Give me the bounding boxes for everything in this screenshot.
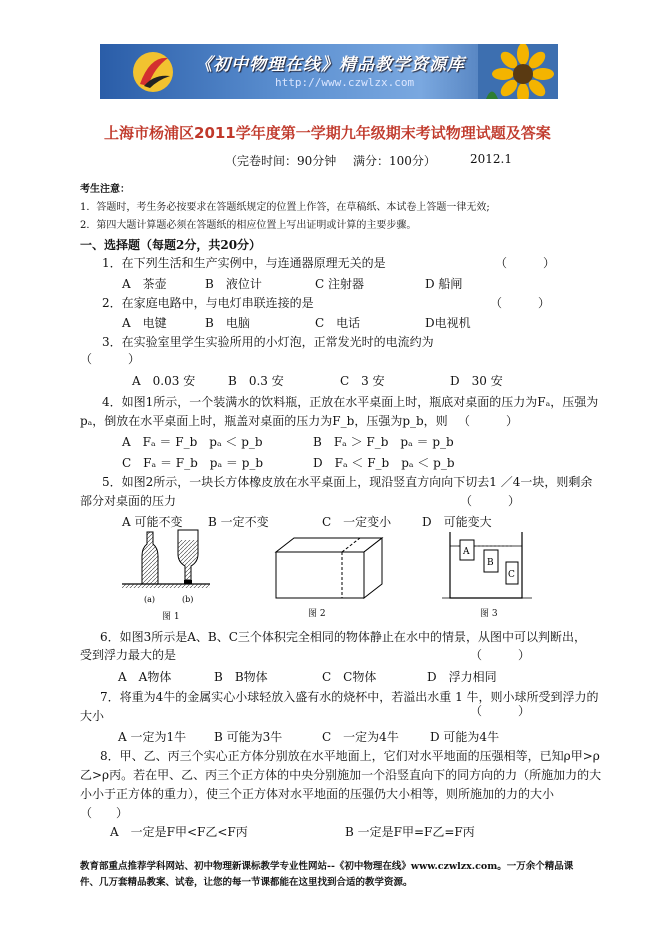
notice-item: 2．第四大题计算题必须在答题纸的相应位置上写出证明或计算的主要步骤。 (80, 220, 417, 231)
question-2-option-d[interactable]: D电视机 (425, 316, 471, 330)
question-8-option-a[interactable]: A 一定是F甲<F乙<F丙 (110, 825, 248, 839)
question-2-blank[interactable]: （ ） (490, 296, 551, 310)
question-3-option-b[interactable]: B 0.3 安 (228, 374, 284, 388)
question-8-blank[interactable]: （ ） (80, 806, 129, 820)
question-1-option-a[interactable]: A 茶壶 (122, 277, 167, 291)
question-7-line: 7．将重为4牛的金属实心小球轻放入盛有水的烧杯中，若溢出水重 1 牛，则小球所受到浮力的 (100, 690, 599, 704)
question-7-option-d[interactable]: D 可能为4牛 (430, 730, 500, 744)
question-2-option-b[interactable]: B 电脑 (205, 316, 250, 330)
site-banner[interactable] (100, 44, 558, 99)
question-8-line: 乙>ρ丙。若在甲、乙、丙三个正方体的中央分别施加一个沿竖直向下的同方向的力（所施加力的大 (80, 768, 602, 782)
question-5-line: 5．如图2所示，一块长方体橡皮放在水平桌面上，现沿竖直方向向下切去1 ／4一块，则剩余 (102, 475, 593, 489)
question-6-blank[interactable]: （ ） (470, 648, 531, 662)
question-2-option-c[interactable]: C 电话 (315, 316, 361, 330)
figure-3-label: 图 3 (480, 609, 498, 619)
question-1-stem: 1．在下列生活和生产实例中，与连通器原理无关的是 (102, 256, 386, 270)
question-4-option-b[interactable]: B Fₐ ＞ F_b pₐ ＝ p_b (313, 435, 454, 449)
figure-1-b-label: (b) (182, 595, 194, 604)
question-5-option-b[interactable]: B 一定不变 (208, 515, 269, 529)
question-3-option-a[interactable]: A 0.03 安 (132, 374, 196, 388)
question-1-option-b[interactable]: B 液位计 (205, 277, 262, 291)
question-1-blank[interactable]: （ ） (495, 256, 556, 270)
figure-1-a-label: (a) (144, 595, 156, 604)
question-3-option-c[interactable]: C 3 安 (340, 374, 385, 388)
figure-3-a-label: A (463, 547, 470, 557)
footer-line: 件、几万套精品教案、试卷，让您的每一节课都能在这里找到合适的教学资源。 (80, 877, 413, 888)
question-7-line: 大小 (80, 709, 105, 723)
question-7-option-c[interactable]: C 一定为4牛 (322, 730, 399, 744)
figure-1-bottles (120, 526, 215, 611)
question-3-stem: 3．在实验室里学生实验所用的小灯泡，正常发光时的电流约为 (102, 335, 434, 349)
exam-time: （完卷时间：90分钟 (225, 154, 337, 168)
exam-date: 2012.1 (470, 152, 512, 166)
question-4-option-c[interactable]: C Fₐ ＝ F_b pₐ ＝ p_b (122, 456, 264, 470)
exam-title: 上海市杨浦区2011学年度第一学期九年级期末考试物理试题及答案 (104, 124, 551, 142)
question-7-blank[interactable]: （ ） (470, 704, 531, 718)
question-6-line: 6．如图3所示是A、B、C三个体积完全相同的物体静止在水中的情景，从图中可以判断出， (100, 630, 586, 644)
question-6-option-b[interactable]: B B物体 (214, 670, 268, 684)
question-6-option-d[interactable]: D 浮力相同 (427, 670, 497, 684)
question-5-option-a[interactable]: A 可能不变 (122, 515, 183, 529)
question-4-option-a[interactable]: A Fₐ ＝ F_b pₐ ＜ p_b (122, 435, 263, 449)
question-3-option-d[interactable]: D 30 安 (450, 374, 503, 388)
figure-1-label: 图 1 (162, 612, 180, 622)
banner-url[interactable]: http://www.czwlzx.com (275, 76, 415, 89)
figure-3-c-label: C (508, 570, 515, 580)
question-5-option-c[interactable]: C 一定变小 (322, 515, 392, 529)
notice-item: 1．答题时，考生务必按要求在答题纸规定的位置上作答，在草稿纸、本试卷上答题一律无效; (80, 202, 490, 213)
question-6-line: 受到浮力最大的是 (80, 648, 177, 662)
sunflower-icon (478, 44, 558, 99)
question-2-stem: 2．在家庭电路中，与电灯串联连接的是 (102, 296, 314, 310)
exam-score: 满分：100分） (353, 154, 436, 168)
question-7-option-a[interactable]: A 一定为1牛 (118, 730, 187, 744)
question-5-option-d[interactable]: D 可能变大 (422, 515, 492, 529)
figure-3-beaker (440, 528, 535, 606)
question-4-line: pₐ，倒放在水平桌面上时，瓶盖对桌面的压力为F_b，压强为p_b，则 (80, 414, 448, 428)
question-1-option-c[interactable]: C 注射器 (315, 277, 364, 291)
question-8-option-b[interactable]: B 一定是F甲=F乙=F丙 (345, 825, 475, 839)
banner-title: 《初中物理在线》精品教学资源库 (195, 55, 465, 75)
question-6-option-c[interactable]: C C物体 (322, 670, 377, 684)
question-2-option-a[interactable]: A 电键 (122, 316, 167, 330)
question-4-line: 4．如图1所示，一个装满水的饮料瓶，正放在水平桌面上时，瓶底对桌面的压力为Fₐ，压强为 (102, 395, 599, 409)
figure-2-eraser (272, 530, 387, 605)
question-8-line: 小小于正方体的重力），使三个正方体对水平地面的压强仍大小相等，则所施加的力的大小 (80, 787, 555, 801)
footer-line: 教育部重点推荐学科网站、初中物理新课标教学专业性网站--《初中物理在线》www.czwlzx.com。一万余个精品课 (80, 861, 574, 872)
question-1-option-d[interactable]: D 船闸 (425, 277, 463, 291)
question-6-option-a[interactable]: A A物体 (118, 670, 172, 684)
question-3-blank[interactable]: （ ） (80, 352, 141, 366)
question-7-option-b[interactable]: B 可能为3牛 (214, 730, 283, 744)
question-8-line: 8．甲、乙、丙三个实心正方体分别放在水平地面上，它们对水平地面的压强相等，已知ρ甲>ρ (100, 749, 600, 763)
question-4-blank[interactable]: （ ） (458, 414, 519, 428)
figure-3-b-label: B (487, 558, 494, 568)
question-5-blank[interactable]: （ ） (460, 494, 521, 508)
section-heading: 一、选择题（每题2分，共20分） (80, 238, 262, 252)
question-4-option-d[interactable]: D Fₐ ＜ F_b pₐ ＜ p_b (313, 456, 455, 470)
figure-2-label: 图 2 (308, 609, 326, 619)
question-5-line: 部分对桌面的压力 (80, 494, 177, 508)
notice-heading: 考生注意： (80, 184, 130, 195)
site-logo-icon (128, 48, 178, 96)
